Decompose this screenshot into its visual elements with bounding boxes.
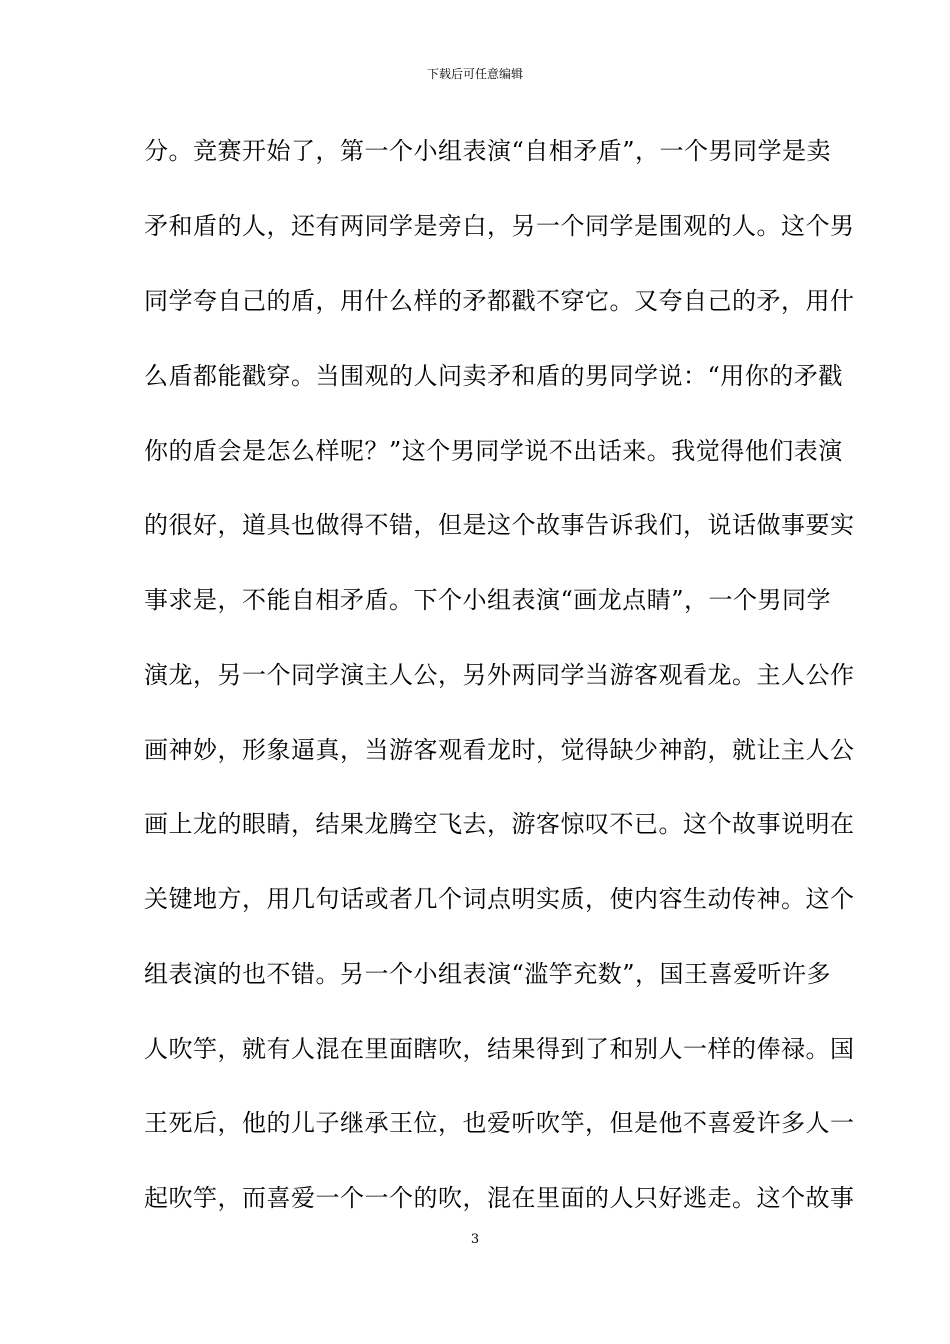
text-line: 组表演的也不错。另一个小组表演“滥竽充数”，国王喜爱听许多 (144, 960, 832, 988)
page-header: 下载后可任意编辑 (426, 67, 523, 81)
page-number: 3 (470, 1232, 480, 1247)
text-line: 关键地方，用几句话或者几个词点明实质，使内容生动传神。这个 (144, 885, 855, 913)
text-line: 你的盾会是怎么样呢？”这个男同学说不出话来。我觉得他们表演 (144, 437, 843, 465)
text-line: 同学夸自己的盾，用什么样的矛都戳不穿它。又夸自己的矛，用什 (144, 287, 855, 315)
text-line: 王死后，他的儿子继承王位，也爱听吹竽，但是他不喜爱许多人一 (144, 1109, 855, 1137)
text-line: 画上龙的眼睛，结果龙腾空飞去，游客惊叹不已。这个故事说明在 (144, 810, 855, 838)
text-line: 分。竞赛开始了，第一个小组表演“自相矛盾”，一个男同学是卖 (144, 137, 832, 165)
text-line: 画神妙，形象逼真，当游客观看龙时，觉得缺少神韵，就让主人公 (144, 736, 855, 764)
text-line: 演龙，另一个同学演主人公，另外两同学当游客观看龙。主人公作 (144, 661, 855, 689)
text-line: 起吹竽，而喜爱一个一个的吹，混在里面的人只好逃走。这个故事 (144, 1184, 855, 1212)
text-line: 人吹竽，就有人混在里面瞎吹，结果得到了和别人一样的俸禄。国 (144, 1035, 855, 1063)
text-line: 么盾都能戳穿。当围观的人问卖矛和盾的男同学说：“用你的矛戳 (144, 362, 843, 390)
text-line: 的很好，道具也做得不错，但是这个故事告诉我们，说话做事要实 (144, 511, 855, 539)
text-line: 矛和盾的人，还有两同学是旁白，另一个同学是围观的人。这个男 (144, 212, 855, 240)
text-line: 事求是，不能自相矛盾。下个小组表演“画龙点睛”，一个男同学 (144, 586, 832, 614)
